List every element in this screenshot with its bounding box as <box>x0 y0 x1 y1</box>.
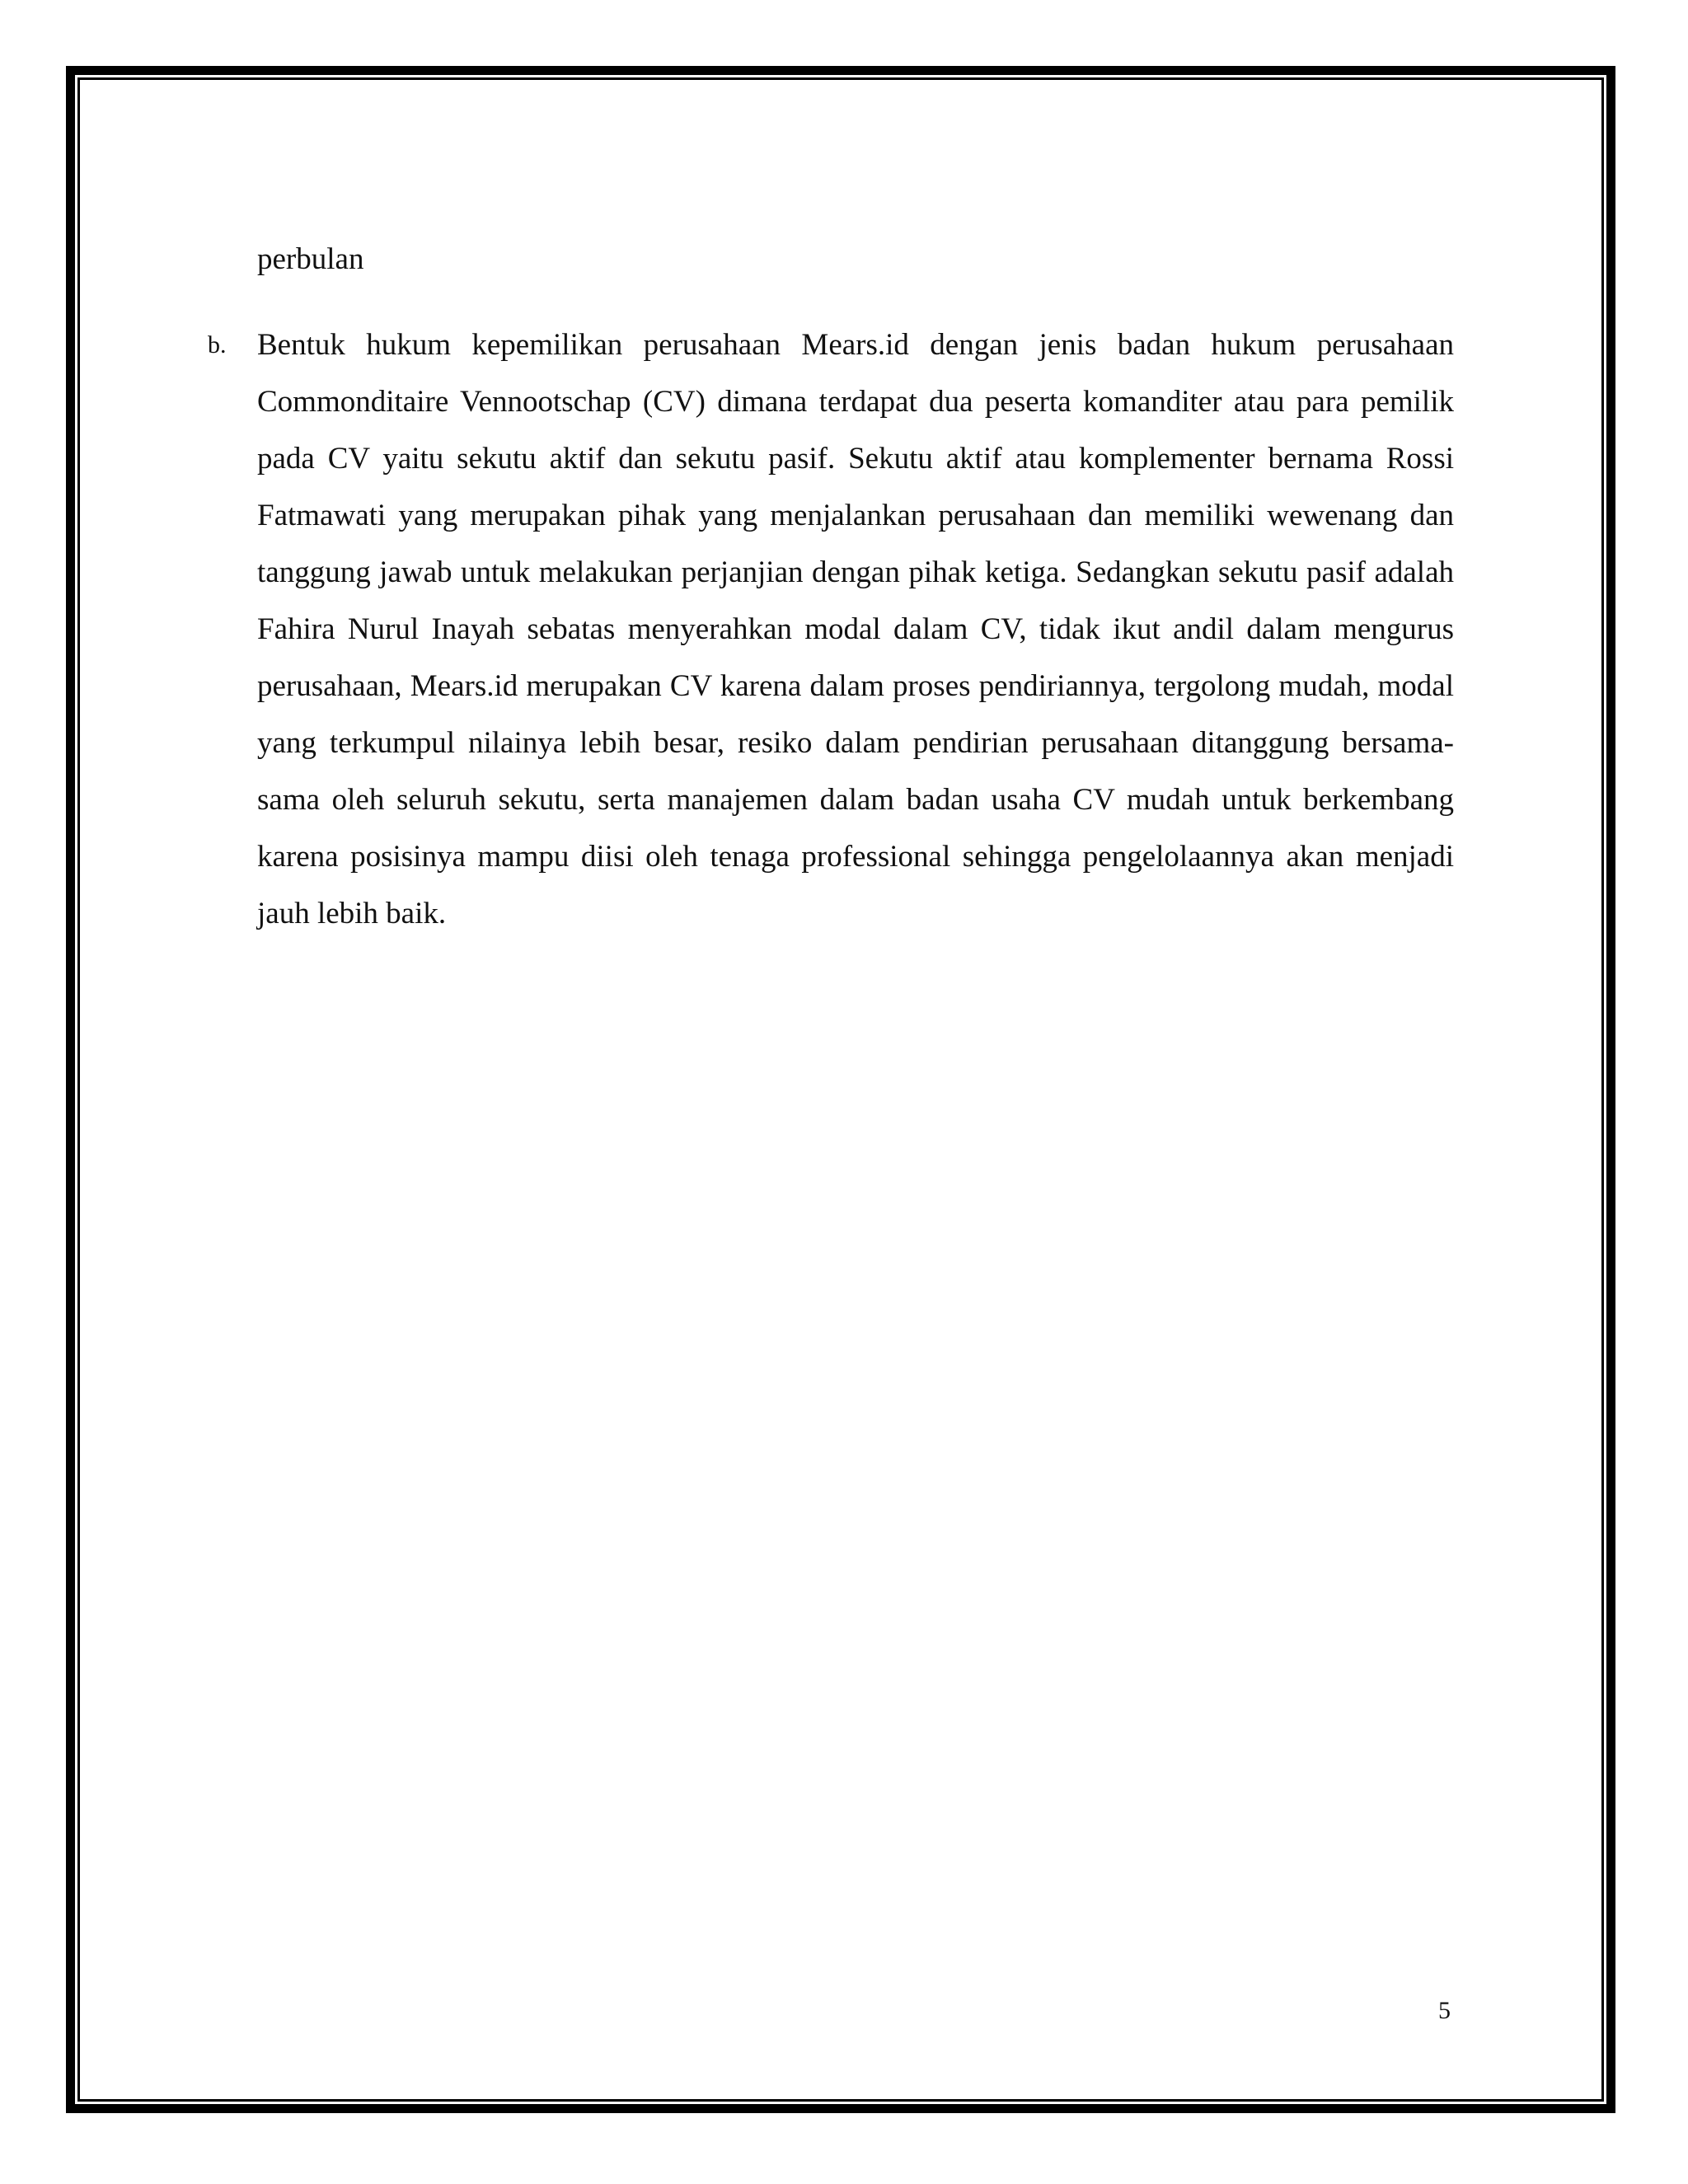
continuation-text: perbulan <box>257 242 364 276</box>
page-number: 5 <box>1438 1997 1451 2024</box>
list-paragraph: Bentuk hukum kepemilikan perusahaan Mears.id dengan jenis badan hukum perusahaan Commonditaire Vennootschap (CV) dimana terdapat dua peserta komanditer atau para pemilik pada CV yaitu sekutu aktif dan sekutu pasif. Sekutu aktif atau komplementer bernama Rossi Fatmawati yang merupakan pihak yang menjalankan perusahaan dan memiliki wewenang dan tanggung jawab untuk melakukan perjanjian dengan pihak ketiga. Sedangkan sekutu pasif adalah Fahira Nurul Inayah sebatas menyerahkan modal dalam CV, tidak ikut andil dalam mengurus perusahaan, Mears.id merupakan CV karena dalam proses pendiriannya, tergolong mudah, modal yang terkumpul nilainya lebih besar, resiko dalam pendirian perusahaan ditanggung bersama-sama oleh seluruh sekutu, serta manajemen dalam badan usaha CV mudah untuk berkembang karena posisinya mampu diisi oleh tenaga professional sehingga pengelolaannya akan menjadi jauh lebih baik. <box>257 328 1454 930</box>
list-item <box>208 316 1454 942</box>
list-marker: b. <box>208 331 227 359</box>
document-body <box>208 231 1454 942</box>
